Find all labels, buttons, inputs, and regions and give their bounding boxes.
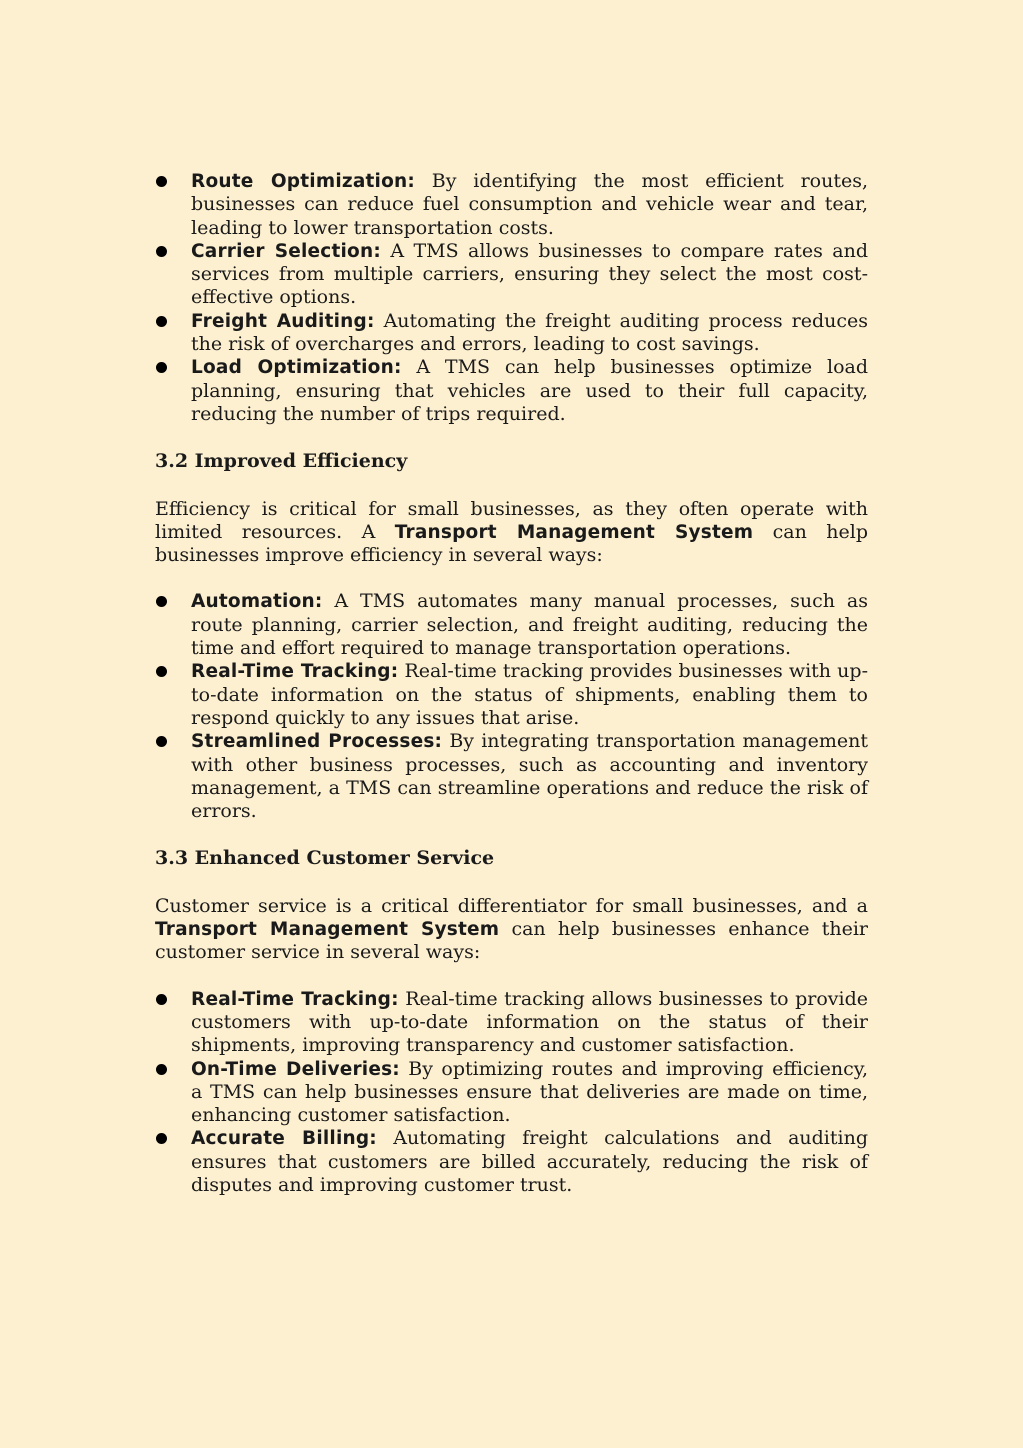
list-item (155, 730, 868, 823)
bullet-icon (156, 736, 167, 747)
section-intro (155, 498, 868, 568)
cost-savings-list (155, 170, 868, 426)
item-text: A TMS automates many manual processes, such as route planning, carrier selection, and freight auditing, reducing the time and effort required to manage transportation operations. (191, 590, 868, 660)
bullet-icon (156, 666, 167, 677)
bullet-icon (156, 994, 167, 1005)
section-intro (155, 895, 868, 965)
item-term: Real-Time Tracking: (191, 988, 399, 1010)
list-item (155, 170, 868, 240)
bullet-icon (156, 362, 167, 373)
item-text: A TMS can help businesses optimize load planning, ensuring that vehicles are used to their full capacity, reducing the number of trips required. (191, 356, 868, 425)
bullet-icon (156, 176, 167, 187)
item-text: By integrating transportation management with other business processes, such as accounting and inventory management, a TMS can streamline operations and reduce the risk of errors. (191, 730, 868, 823)
list-item (155, 356, 868, 426)
intro-text: can help businesses improve efficiency in several ways: (155, 520, 868, 567)
item-term: Real-Time Tracking: (191, 661, 399, 683)
efficiency-list (155, 590, 868, 823)
intro-text: Customer service is a critical differentiator for small businesses, and a (155, 894, 868, 917)
intro-text: Efficiency is critical for small businesses, as they often operate with limited resources. A (155, 497, 868, 543)
list-item (155, 590, 868, 660)
item-term: Load Optimization: (191, 357, 402, 379)
item-term: Automation: (191, 591, 323, 613)
bullet-icon (156, 596, 167, 607)
bullet-icon (156, 1064, 167, 1075)
intro-emphasis: Transport Management System (155, 919, 500, 941)
item-term: Carrier Selection: (191, 240, 381, 262)
list-item (155, 310, 868, 357)
item-term: Route Optimization: (191, 171, 415, 192)
item-text: Real-time tracking allows businesses to provide customers with up-to-date information on the status of their shipments, improving transparency and customer satisfaction. (191, 987, 869, 1057)
list-item (155, 660, 868, 730)
bullet-icon (156, 246, 167, 257)
list-item (155, 1127, 868, 1197)
intro-text: can help businesses enhance their customer service in several ways: (155, 918, 868, 964)
intro-emphasis: Transport Management System (394, 521, 754, 543)
item-text: Automating freight calculations and auditing ensures that customers are billed accurately, reducing the risk of disputes and improving customer trust. (191, 1127, 868, 1196)
item-term: Streamlined Processes: (191, 731, 443, 753)
list-item (155, 1058, 868, 1128)
item-text: A TMS allows businesses to compare rates and services from multiple carriers, ensuring they select the most cost-effective options. (191, 239, 868, 309)
item-text: Automating the freight auditing process reduces the risk of overcharges and errors, leading to cost savings. (191, 309, 868, 356)
item-text: Real-time tracking provides businesses with up-to-date information on the status of shipments, enabling them to respond quickly to any issues that arise. (191, 660, 868, 729)
item-term: Accurate Billing: (191, 1128, 377, 1150)
document-page (155, 170, 868, 1197)
item-term: On-Time Deliveries: (191, 1058, 400, 1080)
bullet-icon (156, 1133, 167, 1144)
item-text: By identifying the most efficient routes, businesses can reduce fuel consumption and vehicle wear and tear, leading to lower transportation costs. (191, 170, 868, 239)
customer-service-list (155, 988, 868, 1198)
item-term: Freight Auditing: (191, 310, 375, 332)
section-heading: 3.3 Enhanced Customer Service (155, 847, 495, 870)
section-heading: 3.2 Improved Efficiency (155, 450, 408, 473)
bullet-icon (156, 316, 167, 327)
item-text: By optimizing routes and improving efficiency, a TMS can help businesses ensure that deliveries are made on time, enhancing customer satisfaction. (191, 1057, 869, 1127)
list-item (155, 988, 868, 1058)
list-item (155, 240, 868, 310)
